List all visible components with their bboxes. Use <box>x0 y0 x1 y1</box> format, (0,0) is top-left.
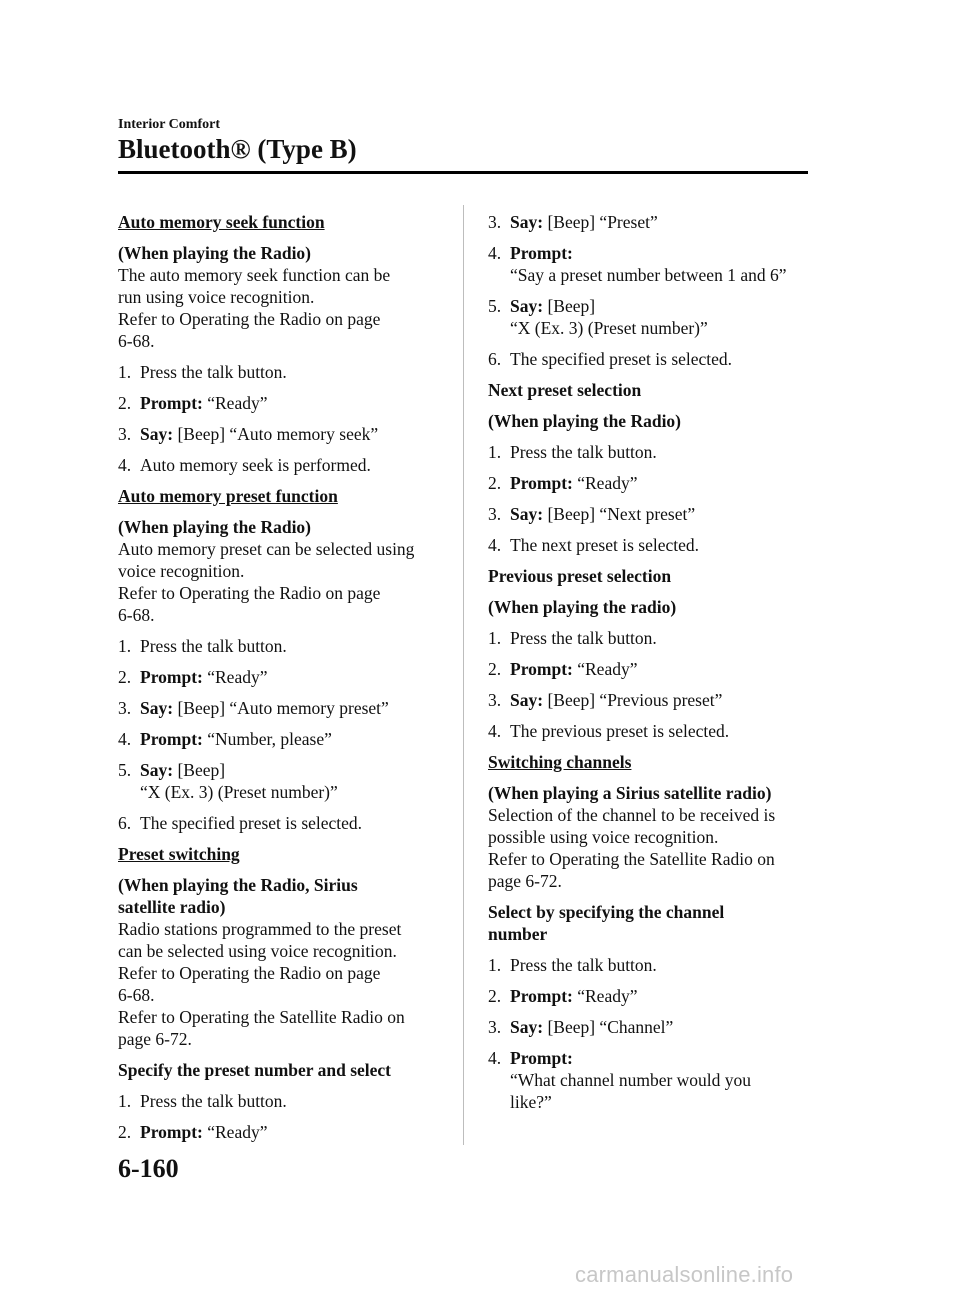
switching-channels-description: Selection of the channel to be received is possible using voice recognition. Refer to Operating the Satellite Radio on page 6-72. <box>488 805 776 891</box>
watermark[interactable]: carmanualsonline.info <box>575 1262 794 1287</box>
step-item: 3. Say: [Beep] “Auto memory preset” <box>118 698 389 718</box>
auto-seek-heading: Auto memory seek function <box>118 212 325 232</box>
step-item: 1. Press the talk button. <box>488 442 657 462</box>
channel-number-subheading: Select by specifying the channel number <box>488 902 725 944</box>
section-label: Interior Comfort <box>118 117 220 132</box>
step-item: 2. Prompt: “Ready” <box>488 986 638 1006</box>
step-item: 5. Say: [Beep] “X (Ex. 3) (Preset number)” <box>488 296 708 338</box>
header-rule <box>118 171 808 174</box>
step-item: 2. Prompt: “Ready” <box>118 1122 268 1142</box>
next-preset-heading: Next preset selection <box>488 380 642 400</box>
switching-channels-condition: (When playing a Sirius satellite radio) <box>488 783 772 803</box>
preset-switching-condition: (When playing the Radio, Sirius satellite radio) <box>118 875 358 917</box>
step-item: 1. Press the talk button. <box>488 955 657 975</box>
step-item: 4. The previous preset is selected. <box>488 721 730 741</box>
page-number: 6-160 <box>118 1154 179 1183</box>
step-item: 3. Say: [Beep] “Next preset” <box>488 504 696 524</box>
preset-switching-description: Radio stations programmed to the preset can be selected using voice recognition. Refer to Operating the Radio on page 6-68. Refer to Operating the Satellite Radio on page 6-72. <box>118 919 405 1049</box>
step-item: 5. Say: [Beep] “X (Ex. 3) (Preset number)” <box>118 760 338 802</box>
left-column <box>118 211 448 1152</box>
switching-channels-heading: Switching channels <box>488 752 632 772</box>
preset-number-subheading: Specify the preset number and select <box>118 1060 392 1080</box>
auto-seek-condition: (When playing the Radio) <box>118 243 312 263</box>
step-item: 6. The specified preset is selected. <box>118 813 363 833</box>
step-item: 2. Prompt: “Ready” <box>118 667 268 687</box>
step-item: 1. Press the talk button. <box>118 362 287 382</box>
step-item: 3. Say: [Beep] “Auto memory seek” <box>118 424 379 444</box>
step-item: 3. Say: [Beep] “Preset” <box>488 212 658 232</box>
step-item: 4. Auto memory seek is performed. <box>118 455 371 475</box>
step-item: 4. Prompt: “Say a preset number between 1 and 6” <box>488 243 787 285</box>
auto-preset-condition: (When playing the Radio) <box>118 517 312 537</box>
right-column <box>488 211 818 1122</box>
step-item: 1. Press the talk button. <box>118 1091 287 1111</box>
auto-seek-description: The auto memory seek function can be run using voice recognition. Refer to Operating the Radio on page 6-68. <box>118 265 391 351</box>
column-divider <box>463 205 464 1145</box>
page-title: Bluetooth® (Type B) <box>118 134 357 164</box>
step-item: 2. Prompt: “Ready” <box>488 659 638 679</box>
auto-preset-description: Auto memory preset can be selected using voice recognition. Refer to Operating the Radio on page 6-68. <box>118 539 415 625</box>
previous-preset-condition: (When playing the radio) <box>488 597 677 617</box>
step-item: 2. Prompt: “Ready” <box>118 393 268 413</box>
auto-preset-heading: Auto memory preset function <box>118 486 338 506</box>
step-item: 4. Prompt: “What channel number would you like?” <box>488 1048 752 1112</box>
previous-preset-heading: Previous preset selection <box>488 566 672 586</box>
step-item: 1. Press the talk button. <box>118 636 287 656</box>
step-item: 2. Prompt: “Ready” <box>488 473 638 493</box>
step-item: 4. Prompt: “Number, please” <box>118 729 332 749</box>
step-item: 4. The next preset is selected. <box>488 535 700 555</box>
step-item: 3. Say: [Beep] “Channel” <box>488 1017 674 1037</box>
step-item: 3. Say: [Beep] “Previous preset” <box>488 690 723 710</box>
step-item: 6. The specified preset is selected. <box>488 349 733 369</box>
step-item: 1. Press the talk button. <box>488 628 657 648</box>
preset-switching-heading: Preset switching <box>118 844 240 864</box>
next-preset-condition: (When playing the Radio) <box>488 411 682 431</box>
